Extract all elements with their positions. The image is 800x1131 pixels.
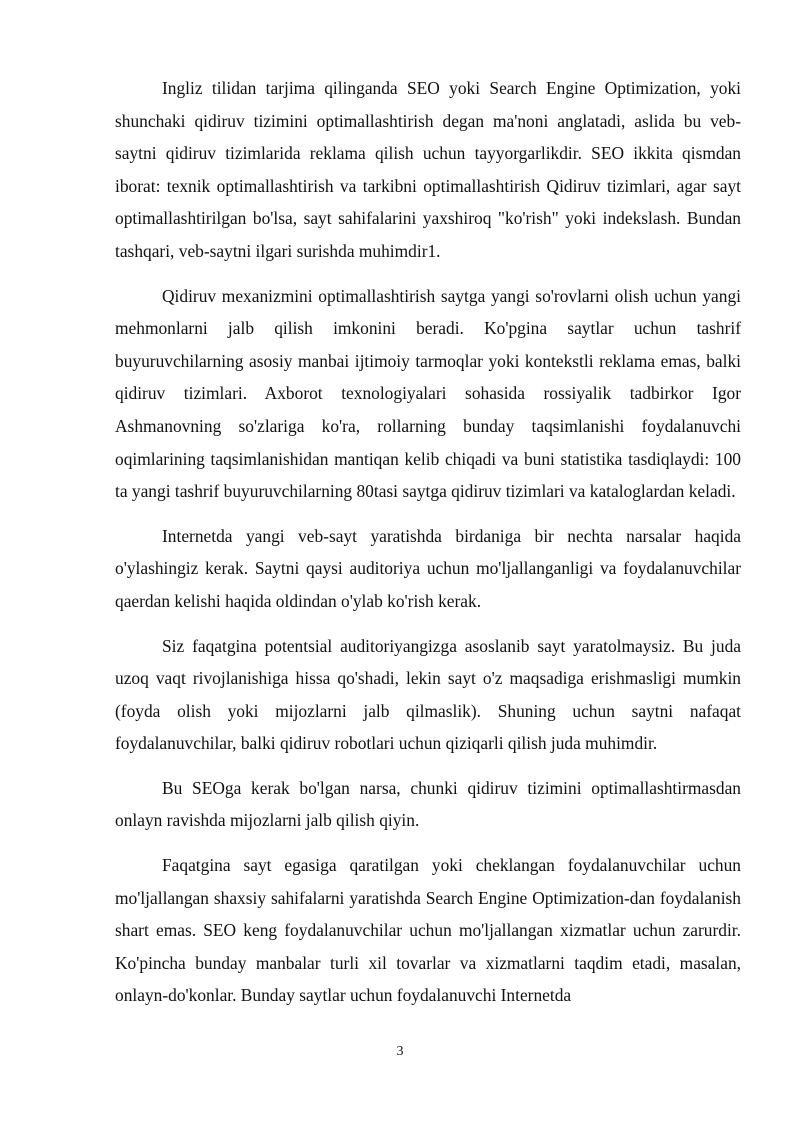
paragraph-1: Ingliz tilidan tarjima qilinganda SEO yoki Search Engine Optimization, yoki shunchaki qidiruv tizimini optimallashtirish degan ma'noni anglatadi, aslida bu veb-saytni qidiruv tizimlarida reklama qilish uchun tayyorgarlikdir. SEO ikkita qismdan iborat: texnik optimallashtirish va tarkibni optimallashtirish Qidiruv tizimlari, agar sayt optimallashtirilgan bo'lsa, sayt sahifalarini yaxshiroq "ko'rish" yoki indekslash. Bundan tashqari, veb-saytni ilgari surishda muhimdir1. [115, 78, 741, 261]
page-number: 3 [396, 1044, 404, 1059]
paragraph-2: Qidiruv mexanizmini optimallashtirish saytga yangi so'rovlarni olish uchun yangi mehmonlarni jalb qilish imkonini beradi. Ko'pgina saytlar uchun tashrif buyuruvchilarning asosiy manbai ijtimoiy tarmoqlar yoki kontekstli reklama emas, balki qidiruv tizimlari. Axborot texnologiyalari sohasida rossiyalik tadbirkor Igor Ashmanovning so'zlariga ko'ra, rollarning bunday taqsimlanishi foydalanuvchi oqimlarining taqsimlanishidan mantiqan kelib chiqadi va buni statistika tasdiqlaydi: 100 ta yangi tashrif buyuruvchilarning 80tasi saytga qidiruv tizimlari va kataloglardan keladi. [115, 285, 741, 502]
paragraph-5: Bu SEOga kerak bo'lgan narsa, chunki qidiruv tizimini optimallashtirmasdan onlayn ravishda mijozlarni jalb qilish qiyin. [115, 777, 741, 831]
paragraph-4: Siz faqatgina potentsial auditoriyangizga asoslanib sayt yaratolmaysiz. Bu juda uzoq vaqt rivojlanishiga hissa qo'shadi, lekin sayt o'z maqsadiga erishmasligi mumkin (foyda olish yoki mijozlarni jalb qilmaslik). Shuning uchun saytni nafaqat foydalanuvchilar, balki qidiruv robotlari uchun qiziqarli qilish juda muhimdir. [115, 635, 741, 754]
paragraph-6: Faqatgina sayt egasiga qaratilgan yoki cheklangan foydalanuvchilar uchun mo'ljallangan shaxsiy sahifalarni yaratishda Search Engine Optimization-dan foydalanish shart emas. SEO keng foydalanuvchilar uchun mo'ljallangan xizmatlar uchun zarurdir. Ko'pincha bunday manbalar turli xil tovarlar va xizmatlarni taqdim etadi, masalan, onlayn-do'konlar. Bunday saytlar uchun foydalanuvchi Internetda [115, 855, 741, 1006]
paragraph-3: Internetda yangi veb-sayt yaratishda birdaniga bir nechta narsalar haqida o'ylashingiz kerak. Saytni qaysi auditoriya uchun mo'ljallanganligi va foydalanuvchilar qaerdan kelishi haqida oldindan o'ylab ko'rish kerak. [115, 525, 741, 611]
body-text [115, 72, 741, 1024]
